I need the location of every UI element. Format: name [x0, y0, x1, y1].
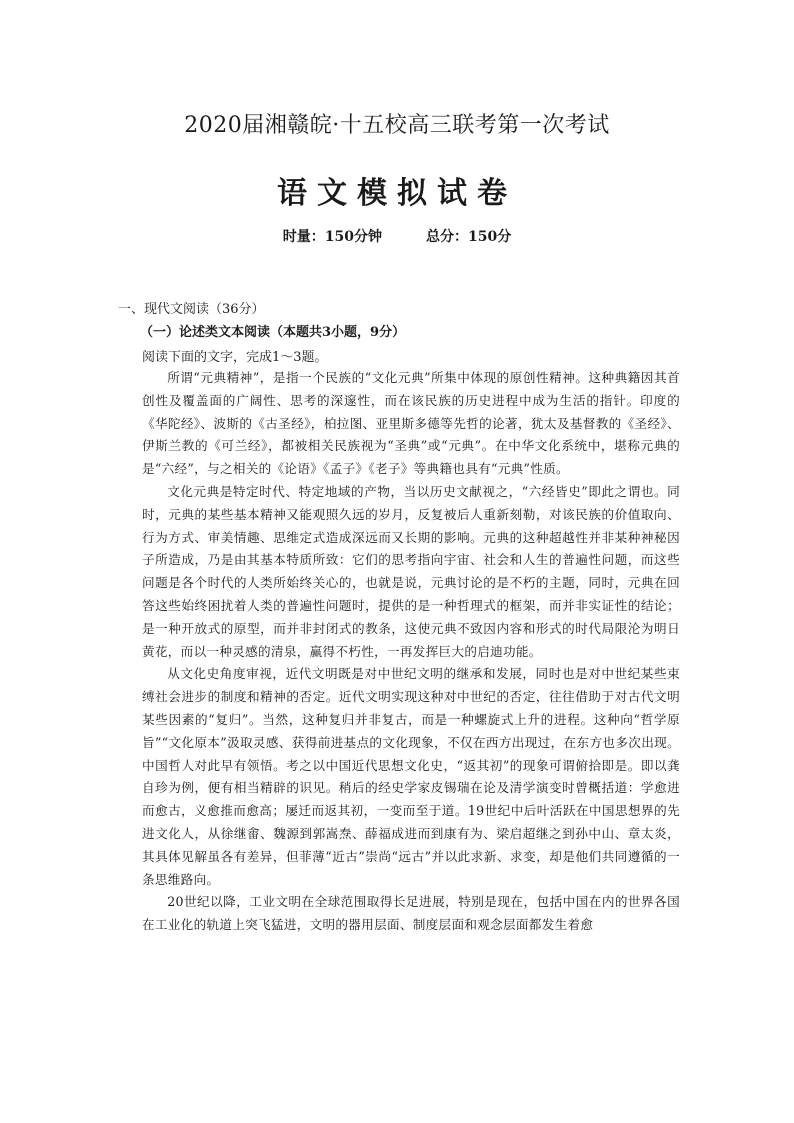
exam-meta [0, 226, 794, 246]
passage-paragraph: 文化元典是特定时代、特定地域的产物，当以历史文献视之，“六经皆史”即此之谓也。同时，元典的某些基本精神又能观照久远的岁月，反复被后人重新刻勒，对该民族的价值取向、行为方式、审美情趣、思维定式造成深远而又长期的影响。元典的这种超越性并非某种神秘因子所造成，乃是由其基本特质所致：它们的思考指向宇宙、社会和人生的普遍性问题，而这些问题是各个时代的人类所始终关心的，也就是说，元典讨论的是不朽的主题，同时，元典在回答这些始终困扰着人类的普遍性问题时，提供的是一种哲理式的框架，而并非实证性的结论；是一种开放式的原型，而并非封闭式的教条，这使元典不致因内容和形式的时代局限沦为明日黄花，而以一种灵感的清泉，赢得不朽性，一再发挥巨大的启迪功能。 [142, 483, 680, 659]
subsection-heading: （一）论述类文本阅读（本题共3小题，9分） [140, 325, 406, 340]
passage-paragraph: 20世纪以降，工业文明在全球范围取得长足进展，特别是现在，包括中国在内的世界各国在工业化的轨道上突飞猛进，文明的器用层面、制度层面和观念层面都发生着愈 [142, 894, 680, 933]
exam-title: 2020届湘赣皖·十五校高三联考第一次考试 [184, 113, 610, 138]
passage-paragraph: 从文化史角度审视，近代文明既是对中世纪文明的继承和发展，同时也是对中世纪某些束缚社会进步的制度和精神的否定。近代文明实现这种对中世纪的否定，往往借助于对古代文明某些因素的“复归”。当然，这种复归并非复古，而是一种螺旋式上升的进程。这种向“哲学原旨”“文化原本”汲取灵感、获得前进基点的文化现象，不仅在西方出现过，在东方也多次出现。中国哲人对此早有领悟。考之以中国近代思想文化史，“返其初”的现象可谓俯拾即是。即以龚自珍为例，便有相当精辟的识见。稍后的经史学家皮锡瑞在论及清学演变时曾概括道：学愈进而愈古，义愈推而愈高；屡迁而返其初，一变而至于道。19世纪中后叶活跃在中国思想界的先进文化人，从徐继畬、魏源到郭嵩焘、薛福成进而到康有为、梁启超继之到孙中山、章太炎，其具体见解虽各有差异，但菲薄“近古”崇尚“远古”并以此求新、求变，却是他们共同遵循的一条思维路向。 [142, 666, 680, 887]
passage-paragraph: 所谓“元典精神”，是指一个民族的“文化元典”所集中体现的原创性精神。这种典籍因其首创性及覆盖面的广阔性、思考的深邃性，而在该民族的历史进程中成为生活的指针。印度的《华陀经》、波斯的《古圣经》，柏拉图、亚里斯多德等先哲的论著，犹太及基督教的《圣经》、伊斯兰教的《可兰经》，都被相关民族视为“圣典”或“元典”。在中华文化系统中，堪称元典的是“六经”，与之相关的《论语》《孟子》《老子》等典籍也具有“元典”性质。 [142, 370, 680, 477]
score-label: 总分：150分 [426, 229, 512, 245]
reading-instruction: 阅读下面的文字，完成1～3题。 [142, 350, 328, 365]
time-label: 时量：150分钟 [282, 229, 382, 245]
section-heading: 一、现代文阅读（36分） [118, 302, 265, 317]
subject-title: 语文模拟试卷 [277, 176, 517, 211]
reading-passage [142, 367, 680, 937]
